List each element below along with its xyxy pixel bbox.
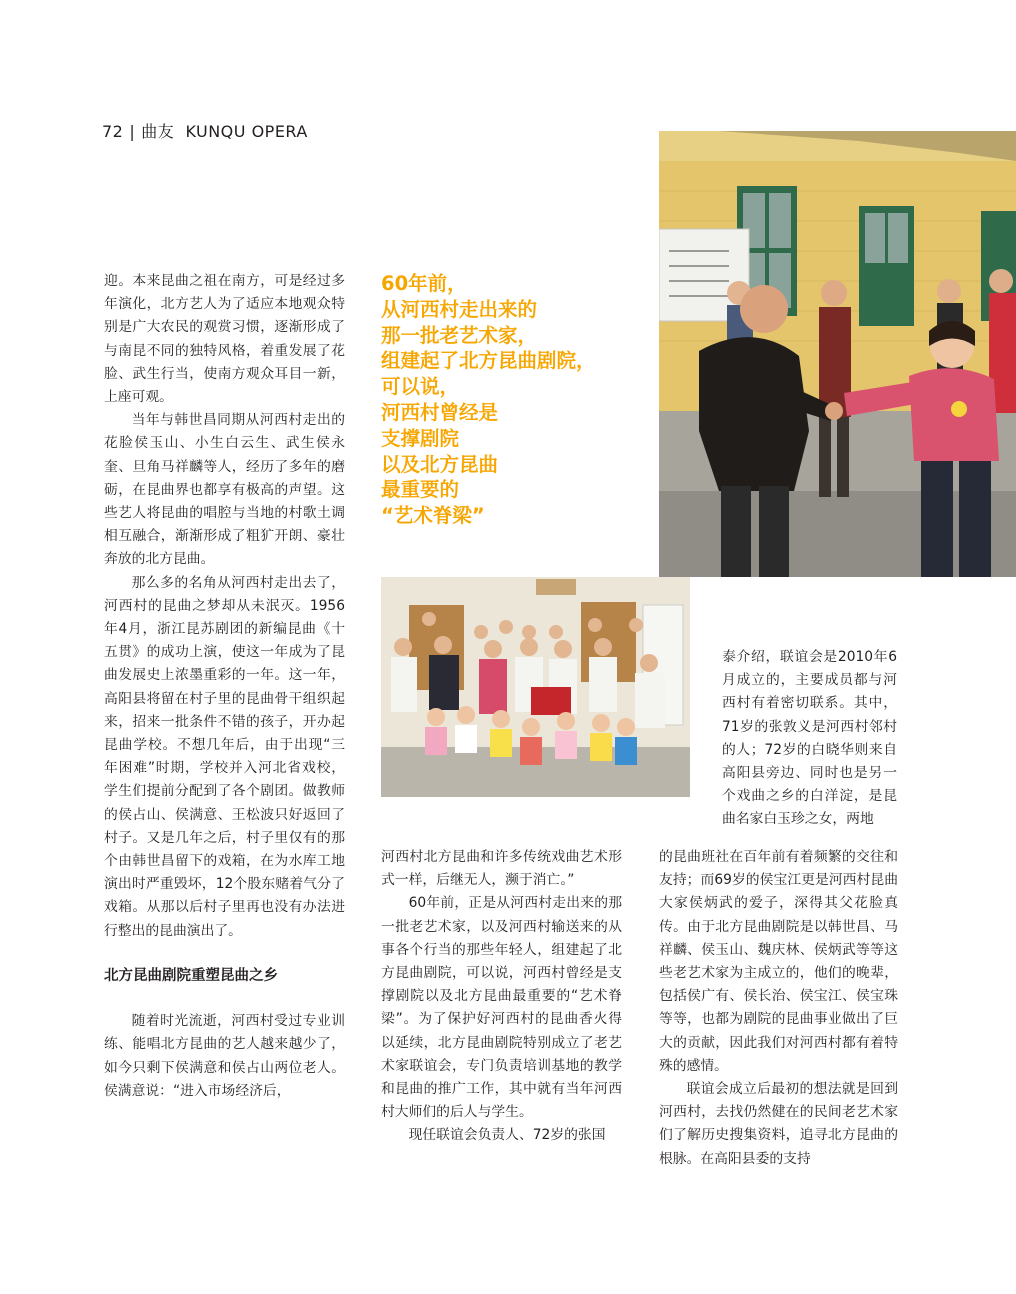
- paragraph: 的昆曲班社在百年前有着频繁的交往和友持；而69岁的侯宝江更是河西村昆曲大家侯炳武的爱子，深得其父花脸真传。由于北方昆曲剧院是以韩世昌、马祥麟、侯玉山、魏庆林、侯炳武等等这些老艺术家为主成立的，他们的晚辈，包括侯广有、侯长治、侯宝江、侯宝珠等等，也都为剧院的昆曲事业做出了巨大的贡献，因此我们对河西村都有着特殊的感情。: [659, 849, 898, 1074]
- header-separator: |: [129, 122, 136, 141]
- pull-quote-line: 60年前，: [381, 272, 467, 295]
- photo-group-portrait: [381, 577, 690, 797]
- paragraph: 随着时光流逝，河西村受过专业训练、能唱北方昆曲的艺人越来越少了，如今只剩下侯满意和侯占山两位老人。侯满意说：“进入市场经济后，: [104, 1013, 345, 1099]
- pull-quote-line: 那一批老艺术家，: [381, 323, 538, 347]
- pull-quote-line: 组建起了北方昆曲剧院，: [381, 349, 596, 373]
- paragraph: 联谊会成立后最初的想法就是回到河西村，去找仍然健在的民间老艺术家们了解历史搜集资料，追寻北方昆曲的根脉。在高阳县委的支持: [659, 1081, 898, 1167]
- magazine-name-cn: 曲友: [141, 122, 175, 141]
- pull-quote-line: 支撑剧院: [381, 426, 460, 450]
- paragraph: 迎。本来昆曲之祖在南方，可是经过多年演化，北方艺人为了适应本地观众特别是广大农民的观赏习惯，逐渐形成了与南昆不同的独特风格，着重发展了花脸、武生行当，使南方观众耳目一新，上座可观。: [104, 273, 345, 406]
- pull-quote-line: 以及北方昆曲: [381, 452, 499, 476]
- paragraph: 泰介绍，联谊会是2010年6月成立的，主要成员都与河西村有着密切联系。其中，71岁的张敦义是河西村邻村的人；72岁的白晓华则来自高阳县旁边、同时也是另一个戏曲之乡的白洋淀，是昆曲名家白玉珍之女，两地: [722, 649, 897, 828]
- pull-quote-line: 从河西村走出来的: [381, 297, 538, 321]
- pull-quote-line: 可以说，: [381, 375, 460, 399]
- pull-quote-line: 最重要的: [381, 478, 460, 502]
- article-column-2: [381, 846, 622, 1148]
- paragraph: 现任联谊会负责人、72岁的张国: [408, 1127, 606, 1144]
- paragraph: 那么多的名角从河西村走出去了，河西村的昆曲之梦却从未泯灭。1956年4月，浙江昆苏剧团的新编昆曲《十五贯》的成功上演，使这一年成为了昆曲发展史上浓墨重彩的一年。这一年，高阳县将留在村子里的昆曲骨干组织起来，招来一批条件不错的孩子，开办起昆曲学校。不想几年后，由于出现“三年困难”时期，学校并入河北省戏校，学生们提前分配到了各个剧团。做教师的侯占山、侯满意、王松波只好返回了村子。又是几年之后，村子里仅有的那个由韩世昌留下的戏箱，在为水库工地演出时严重毁坏，12个股东赌着气分了戏箱。从那以后村子里再也没有办法进行整出的昆曲演出了。: [104, 574, 345, 939]
- pull-quote-line: “艺术脊梁”: [381, 504, 485, 528]
- article-column-3-bottom: [659, 846, 898, 1171]
- paragraph: 当年与韩世昌同期从河西村走出的花脸侯玉山、小生白云生、武生侯永奎、旦角马祥麟等人，经历了多年的磨砺，在昆曲界也都享有极高的声望。这些艺人将昆曲的唱腔与当地的村歌土调相互融合，渐渐形成了粗犷开朗、豪壮奔放的北方昆曲。: [104, 412, 345, 568]
- photo-elder-teaching-girl: [659, 131, 1016, 577]
- magazine-name-en: KUNQU OPERA: [185, 122, 308, 141]
- pull-quote-line: 河西村曾经是: [381, 400, 499, 424]
- article-column-3-top: [722, 646, 897, 832]
- photo-group-portrait-illustration: [381, 577, 690, 797]
- section-subheading: 北方昆曲剧院重塑昆曲之乡: [104, 967, 278, 984]
- paragraph: 60年前，正是从河西村走出来的那一批老艺术家，以及河西村输送来的从事各个行当的那些年轻人，组建起了北方昆曲剧院，可以说，河西村曾经是支撑剧院以及北方昆曲最重要的“艺术脊梁”。为了保护好河西村的昆曲香火得以延续，北方昆曲剧院特别成立了老艺术家联谊会，专门负责培训基地的教学和昆曲的推广工作，其中就有当年河西村大师们的后人与学生。: [381, 895, 622, 1121]
- page-number: 72: [102, 122, 124, 141]
- article-column-1: [104, 270, 345, 1103]
- photo-elder-teaching-girl-illustration: [659, 131, 1016, 577]
- running-header: [102, 119, 308, 142]
- pull-quote: [381, 271, 651, 529]
- paragraph: 河西村北方昆曲和许多传统戏曲艺术形式一样，后继无人，濒于消亡。”: [381, 849, 622, 889]
